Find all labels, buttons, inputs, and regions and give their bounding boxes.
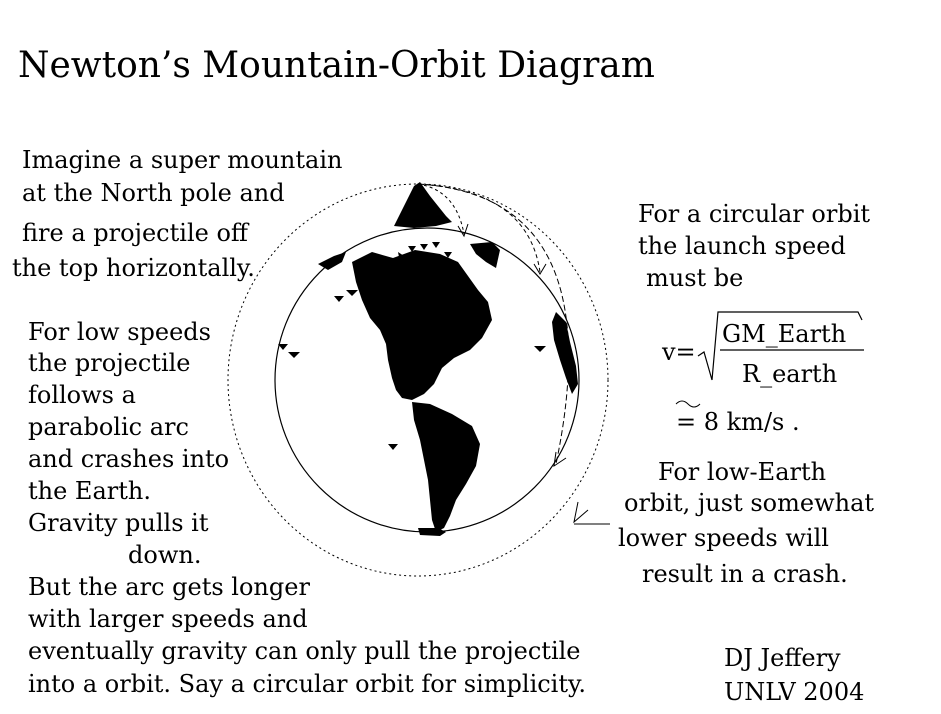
intro-line: the top horizontally. bbox=[12, 254, 255, 282]
low-speed-line: follows a bbox=[28, 381, 136, 409]
circular-line: the launch speed bbox=[638, 232, 846, 260]
arc-line: with larger speeds and bbox=[28, 605, 308, 633]
circular-line: must be bbox=[646, 264, 744, 292]
formula-lhs: v= bbox=[662, 338, 696, 366]
low-speed-line: For low speeds bbox=[28, 318, 211, 346]
formula-numerator: GM_Earth bbox=[722, 320, 847, 348]
low-earth-line: orbit, just somewhat bbox=[624, 489, 875, 517]
credit-author: DJ Jeffery bbox=[724, 644, 841, 672]
circular-line: For a circular orbit bbox=[638, 200, 871, 228]
low-earth-line: lower speeds will bbox=[618, 524, 829, 552]
credit-institution: UNLV 2004 bbox=[724, 678, 865, 706]
low-speed-line: the projectile bbox=[28, 349, 191, 377]
approx-tilde bbox=[676, 401, 700, 407]
arc-line: eventually gravity can only pull the projectile bbox=[28, 637, 581, 665]
super-mountain bbox=[394, 182, 452, 228]
intro-line: at the North pole and bbox=[22, 179, 285, 207]
formula-denominator: R_earth bbox=[742, 360, 838, 388]
low-speed-line: the Earth. bbox=[28, 477, 151, 505]
intro-line: Imagine a super mountain bbox=[22, 146, 343, 174]
low-speed-line: down. bbox=[128, 541, 202, 569]
page-title: Newton’s Mountain-Orbit Diagram bbox=[18, 45, 655, 86]
arc-line: But the arc gets longer bbox=[28, 573, 310, 601]
low-speed-line: Gravity pulls it bbox=[28, 509, 209, 537]
arc-line: into a orbit. Say a circular orbit for simplicity. bbox=[28, 670, 586, 698]
low-earth-line: result in a crash. bbox=[642, 560, 848, 588]
low-speed-line: parabolic arc bbox=[28, 413, 189, 441]
formula-result: = 8 km/s . bbox=[676, 408, 800, 436]
intro-line: fire a projectile off bbox=[22, 219, 248, 247]
low-speed-line: and crashes into bbox=[28, 445, 230, 473]
low-earth-line: For low-Earth bbox=[658, 458, 827, 486]
